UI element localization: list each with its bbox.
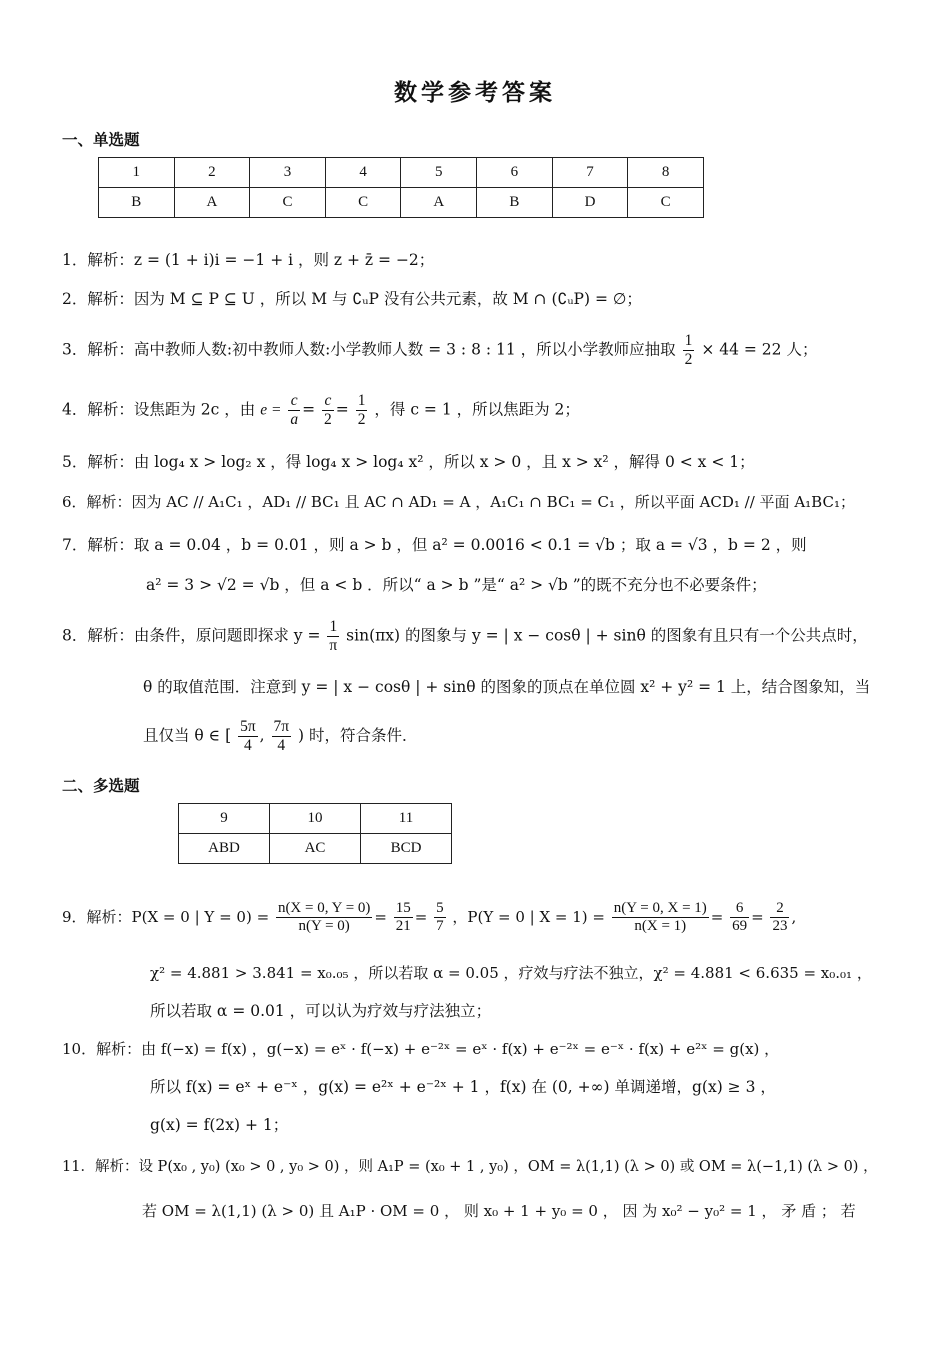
table-cell: B <box>477 188 553 218</box>
table-cell: ABD <box>179 834 270 864</box>
solution-8-line-1 <box>62 618 868 655</box>
fraction: $\frac{15}{21}$ <box>395 900 411 935</box>
table-cell: A <box>401 188 477 218</box>
solution-8-text: 8．解析：由条件，原问题即探求 y = <box>62 626 321 645</box>
fraction: $\frac{2}{23}$ <box>772 900 788 935</box>
solution-6: 6．解析：因为 AC // A₁C₁ ，AD₁ // BC₁ 且 AC ∩ AD₁ = A ，A₁C₁ ∩ BC₁ = C₁ ，所以平面 ACD₁ // 平面 A₁BC₁； <box>62 493 855 511</box>
fraction: $\frac{5\pi}{4}$ <box>240 718 256 754</box>
solution-7-line-2: a² = 3 > √2 = √b ，但 a < b ．所以“ a > b ”是“ a² > √b ”的既不充分也不必要条件； <box>146 576 767 594</box>
table-cell: 3 <box>250 158 326 188</box>
equation-lhs: e = <box>260 401 282 419</box>
table-cell: 11 <box>361 804 452 834</box>
solution-11-line-2: 若 OM = λ(1,1) (λ > 0) 且 A₁P · OM = 0 ， 则 x₀ + 1 + y₀ = 0 ， 因 为 x₀² − y₀² = 1 ， 矛 盾 ； 若 <box>142 1202 856 1220</box>
table-cell: 1 <box>99 158 175 188</box>
table-cell: 7 <box>552 158 628 188</box>
table-cell: 9 <box>179 804 270 834</box>
solution-1: 1．解析：z = (1 + i)i = −1 + i ，则 z + z̄ = −2； <box>62 251 435 269</box>
fraction: $\frac{1}{\pi}$ <box>329 618 338 654</box>
solution-10-line-3: g(x) = f(2x) + 1； <box>150 1116 289 1134</box>
solution-3-tail: × 44 = 22 人； <box>701 340 818 359</box>
table-cell: B <box>99 188 175 218</box>
fraction: $\frac{1}{2}$ <box>684 332 693 368</box>
fraction: $\frac{6}{69}$ <box>732 900 748 935</box>
solution-9-line-3: 所以若取 α = 0.01 ，可以认为疗效与疗法独立； <box>150 1002 492 1020</box>
table-cell: 10 <box>270 804 361 834</box>
page-title: 数学参考答案 <box>394 79 556 106</box>
table-cell: D <box>552 188 628 218</box>
solution-10-line-2: 所以 f(x) = eˣ + e⁻ˣ ，g(x) = e²ˣ + e⁻²ˣ + 1 ，f(x) 在 (0, +∞) 单调递增，g(x) ≥ 3 ， <box>150 1078 776 1096</box>
solution-4-tail: ，得 c = 1 ，所以焦距为 2； <box>374 400 580 419</box>
table-cell: C <box>325 188 401 218</box>
fraction: $\frac{c}{2}$ <box>324 392 332 428</box>
solution-4-text: 4．解析：设焦距为 2c ，由 <box>62 400 256 419</box>
solution-7-line-1: 7．解析：取 a = 0.04 ，b = 0.01 ，则 a > b ，但 a² = 0.0016 < 0.1 = √b ；取 a = √3 ，b = 2 ，则 <box>62 536 807 554</box>
solution-2: 2．解析：因为 M ⊆ P ⊆ U ，所以 M 与 ∁ᵤP 没有公共元素，故 M ∩ (∁ᵤP) = ∅； <box>62 290 642 308</box>
solution-8-line-3: 且仅当 θ ∈ [ $\frac{5\pi}{4}$ , $\frac{7\pi}{4}$ ) 时，符合条件． <box>143 718 418 754</box>
fraction: $\frac{c}{a}$ <box>290 392 299 428</box>
table-row-answers <box>99 188 704 218</box>
table-cell: AC <box>270 834 361 864</box>
section-heading-multi-choice: 二、多选题 <box>62 777 140 795</box>
solution-8-line-2: θ 的取值范围．注意到 y = | x − cosθ | + sinθ 的图象的顶点在单位圆 x² + y² = 1 上，结合图象知，当 <box>143 678 871 696</box>
solution-9-line-1: 9．解析：P(X = 0 | Y = 0) = $\frac{n(X = 0, Y = 0)}{n(Y = 0)}$ = $\frac{15}{21}$ = $\frac{5}{7}$ ，P(Y = 0 | X = 1) = $\frac{n(Y = 0, X = 1)}{n(X = 1)}$ = $\frac{6}{69}$ = $\frac{2}{23}$ , <box>62 900 797 935</box>
solution-4: 4．解析：设焦距为 2c ，由 e = $\frac{c}{a}$ = $\frac{c}{2}$ = $\frac{1}{2}$ ，得 c = 1 ，所以焦距为 2； <box>62 392 580 428</box>
solution-9-mid: ，P(Y = 0 | X = 1) = <box>452 907 605 926</box>
solution-3-text: 3．解析：高中教师人数:初中教师人数:小学教师人数 = 3 : 8 : 11 ，所以小学教师应抽取 <box>62 340 676 359</box>
table-cell: 6 <box>477 158 553 188</box>
table-row-numbers <box>99 158 704 188</box>
fraction: $\frac{n(Y = 0, X = 1)}{n(X = 1)}$ <box>613 900 707 935</box>
table-cell: C <box>250 188 326 218</box>
table-cell: BCD <box>361 834 452 864</box>
table-row-answers <box>179 834 452 864</box>
solution-5: 5．解析：由 log₄ x > log₂ x ，得 log₄ x > log₄ x² ，所以 x > 0 ，且 x > x² ，解得 0 < x < 1； <box>62 453 755 471</box>
fraction: $\frac{1}{2}$ <box>357 392 366 428</box>
solution-8-text-3: 且仅当 θ ∈ [ <box>143 726 232 745</box>
solution-11-line-1: 11．解析：设 P(x₀ , y₀) (x₀ > 0 , y₀ > 0) ，则 A₁P = (x₀ + 1 , y₀) ，OM = λ(1,1) (λ > 0) 或 OM = λ(−1,1) (λ > 0) ， <box>62 1159 878 1175</box>
multi-choice-answer-table <box>178 803 452 864</box>
solution-9-text: 9．解析：P(X = 0 | Y = 0) = <box>62 907 270 926</box>
table-cell: 5 <box>401 158 477 188</box>
table-cell: A <box>174 188 250 218</box>
section-heading-single-choice: 一、单选题 <box>62 131 140 149</box>
solution-8-tail: sin(πx) 的图象与 y = | x − cosθ | + sinθ 的图象有且只有一个公共点时， <box>346 626 868 645</box>
fraction: $\frac{7\pi}{4}$ <box>273 718 290 754</box>
fraction: $\frac{5}{7}$ <box>436 900 444 935</box>
table-row-numbers <box>179 804 452 834</box>
single-choice-answer-table <box>98 157 704 218</box>
solution-3 <box>62 332 817 369</box>
solution-10-line-1: 10．解析：由 f(−x) = f(x) ，g(−x) = eˣ · f(−x) + e⁻²ˣ = eˣ · f(x) + e⁻²ˣ = e⁻ˣ · f(x) + e²ˣ = g(x) ， <box>62 1040 780 1058</box>
table-cell: 2 <box>174 158 250 188</box>
fraction: $\frac{n(X = 0, Y = 0)}{n(Y = 0)}$ <box>277 900 371 935</box>
solution-9-line-2: χ² = 4.881 > 3.841 = x₀.₀₅ ，所以若取 α = 0.05 ，疗效与疗法不独立，χ² = 4.881 < 6.635 = x₀.₀₁ ， <box>150 964 872 982</box>
table-cell: 8 <box>628 158 704 188</box>
table-cell: 4 <box>325 158 401 188</box>
table-cell: C <box>628 188 704 218</box>
solution-8-tail-3: ) 时，符合条件． <box>298 726 418 745</box>
